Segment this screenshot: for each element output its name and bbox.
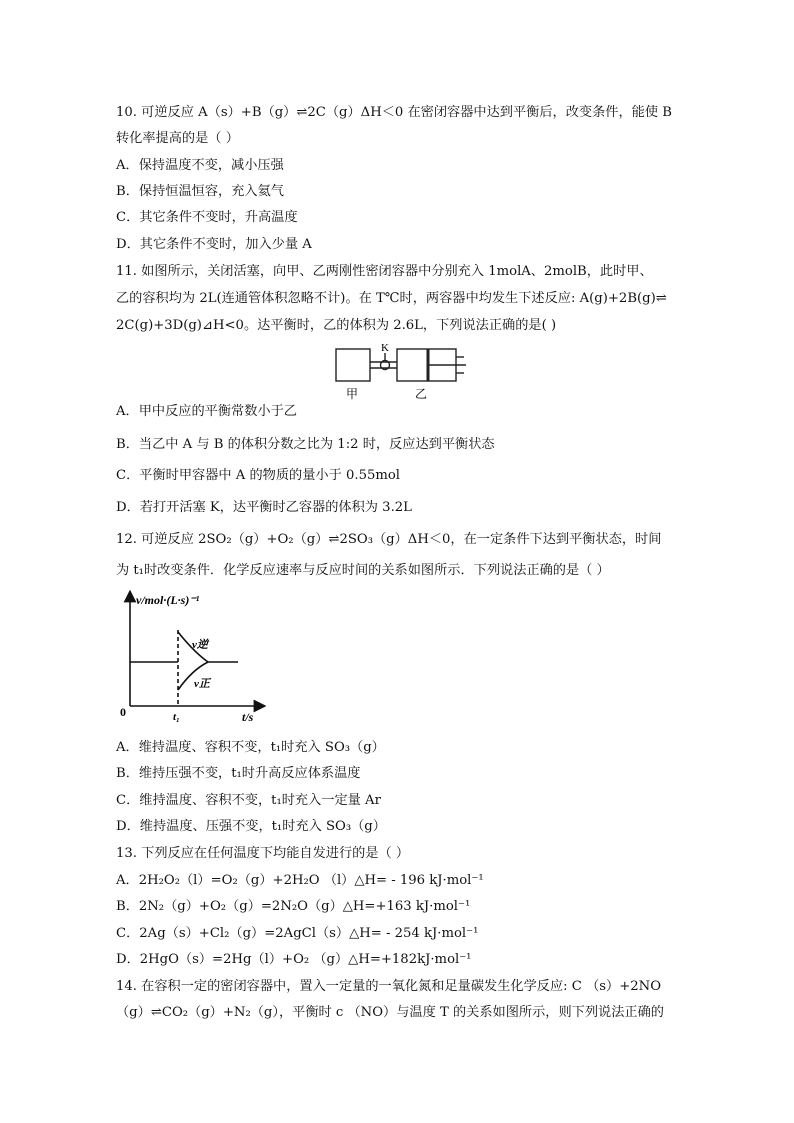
q10-option-c: C．其它条件不变时，升高温度 bbox=[116, 210, 298, 225]
container-jia bbox=[336, 349, 370, 381]
q12-stem-line2: 为 t₁时改变条件．化学反应速率与反应时间的关系如图所示．下列说法正确的是（ ） bbox=[116, 563, 610, 578]
q12-option-b: B．维持压强不变，t₁时升高反应体系温度 bbox=[116, 766, 361, 781]
valve-label: K bbox=[381, 342, 389, 354]
q10-stem-line2: 转化率提高的是（ ） bbox=[116, 131, 239, 146]
q11-option-b: B．当乙中 A 与 B 的体积分数之比为 1:2 时，反应达到平衡状态 bbox=[116, 437, 495, 452]
q11-stem-line2: 乙的容积均为 2L(连通管体积忽略不计)。在 T℃时，两容器中均发生下述反应: A(g)+2B(g)⇌ bbox=[116, 291, 667, 306]
q14-stem-line1: 14. 在容积一定的密闭容器中，置入一定量的一氧化氮和足量碳发生化学反应: C （s）+2NO bbox=[116, 979, 662, 994]
reverse-rate-label: v逆 bbox=[192, 639, 208, 651]
q13-option-a: A．2H₂O₂（l）=O₂（g）+2H₂O （l）△H= - 196 kJ·mol⁻¹ bbox=[116, 873, 484, 888]
q11-container-figure bbox=[330, 340, 470, 402]
q12-option-a: A．维持温度、容积不变，t₁时充入 SO₃（g） bbox=[116, 740, 385, 755]
q10-option-b: B．保持恒温恒容，充入氦气 bbox=[116, 184, 284, 199]
q11-stem-line1: 11. 如图所示，关闭活塞，向甲、乙两刚性密闭容器中分别充入 1molA、2molB，此时甲、 bbox=[116, 264, 653, 279]
x-axis-label: t/s bbox=[242, 710, 254, 724]
q11-option-c: C．平衡时甲容器中 A 的物质的量小于 0.55mol bbox=[116, 468, 401, 483]
q13-option-c: C．2Ag（s）+Cl₂（g）=2AgCl（s）△H= - 254 kJ·mol⁻¹ bbox=[116, 926, 479, 941]
q14-stem-line2: （g）⇌CO₂（g）+N₂（g），平衡时 c （NO）与温度 T 的关系如图所示，则下列说法正确的 bbox=[116, 1005, 664, 1020]
q12-option-d: D．维持温度、压强不变，t₁时充入 SO₃（g） bbox=[116, 819, 386, 834]
q13-stem: 13. 下列反应在任何温度下均能自发进行的是（ ） bbox=[116, 846, 410, 861]
q12-option-c: C．维持温度、容积不变，t₁时充入一定量 Ar bbox=[116, 793, 381, 808]
q11-stem-line3: 2C(g)+3D(g)⊿H<0。达平衡时，乙的体积为 2.6L，下列说法正确的是( ) bbox=[116, 318, 557, 333]
q10-option-a: A．保持温度不变，减小压强 bbox=[116, 158, 284, 173]
jia-label: 甲 bbox=[346, 387, 359, 401]
q12-stem-line1: 12. 可逆反应 2SO₂（g）+O₂（g）⇌2SO₃（g）ΔH＜0，在一定条件下达到平衡状态，时间 bbox=[116, 532, 662, 547]
q10-stem-line1: 10. 可逆反应 A（s）+B（g）⇌2C（g）ΔH＜0 在密闭容器中达到平衡后，改变条件，能使 B bbox=[116, 105, 672, 120]
forward-rate-label: v正 bbox=[194, 678, 210, 690]
yi-label: 乙 bbox=[415, 387, 428, 401]
origin-label: 0 bbox=[120, 705, 126, 719]
q13-option-b: B．2N₂（g）+O₂（g）=2N₂O（g）△H=+163 kJ·mol⁻¹ bbox=[116, 899, 471, 914]
q13-option-d: D．2HgO（s）=2Hg（l）+O₂ （g）△H=+182kJ·mol⁻¹ bbox=[116, 952, 472, 967]
t1-label: t₁ bbox=[173, 711, 180, 723]
q11-option-a: A．甲中反应的平衡常数小于乙 bbox=[116, 404, 297, 419]
q12-rate-time-graph bbox=[116, 590, 266, 725]
q10-option-d: D．其它条件不变时，加入少量 A bbox=[116, 237, 312, 252]
y-axis-label: v/mol·(L·s)⁻¹ bbox=[136, 593, 200, 607]
q11-option-d: D．若打开活塞 K，达平衡时乙容器的体积为 3.2L bbox=[116, 500, 412, 515]
